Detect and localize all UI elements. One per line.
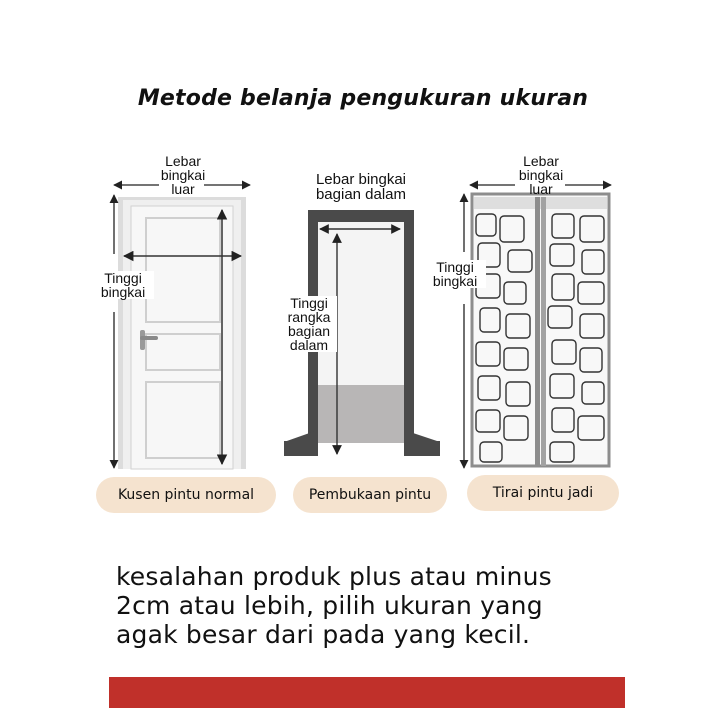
caption-normal-door-frame: Kusen pintu normal bbox=[96, 477, 276, 513]
note-line-3: agak besar dari pada yang kecil. bbox=[116, 620, 531, 649]
accent-bar bbox=[109, 677, 625, 708]
note-line-2: 2cm atau lebih, pilih ukuran yang bbox=[116, 591, 543, 620]
inner-frame-height-label: Tinggi rangka bagian dalam bbox=[281, 296, 337, 352]
page-title: Metode belanja pengukuran ukuran bbox=[137, 86, 589, 111]
caption-door-opening: Pembukaan pintu bbox=[293, 477, 447, 513]
curtain-width-label: Lebar bingkai luar bbox=[518, 153, 564, 197]
outer-frame-width-label: Lebar bingkai luar bbox=[160, 153, 206, 197]
inner-frame-width-label: Lebar bingkai bagian dalam bbox=[315, 171, 407, 203]
door-frame-illustration bbox=[118, 197, 246, 469]
door-curtain-illustration bbox=[472, 194, 609, 466]
caption-finished-curtain: Tirai pintu jadi bbox=[467, 475, 619, 511]
curtain-height-label: Tinggi bingkai bbox=[424, 260, 486, 288]
frame-height-label: Tinggi bingkai bbox=[92, 271, 154, 299]
note-line-1: kesalahan produk plus atau minus bbox=[116, 562, 552, 591]
size-tolerance-note bbox=[116, 562, 676, 649]
